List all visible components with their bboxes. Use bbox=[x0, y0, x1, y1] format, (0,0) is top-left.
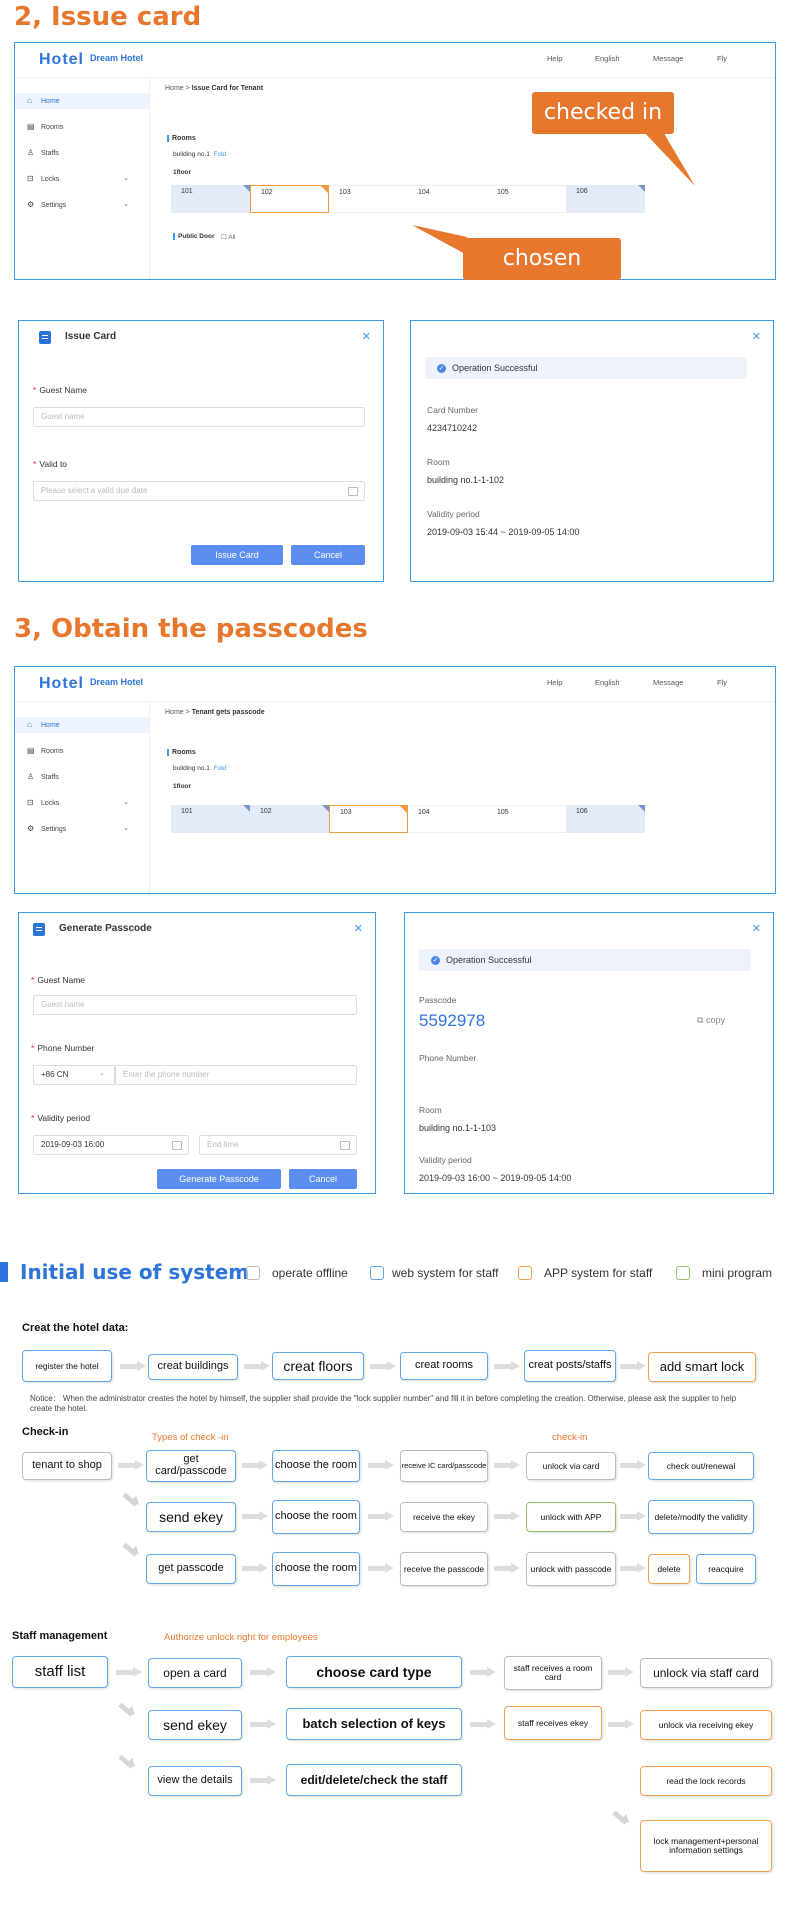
guest-name-label: * Guest Name bbox=[33, 385, 88, 395]
rooms-icon: ▤ bbox=[27, 746, 35, 755]
status-text: Operation Successful bbox=[446, 955, 532, 965]
room-status-marker bbox=[400, 806, 407, 813]
step-unlock-via-receiving-ekey: unlock via receiving ekey bbox=[640, 1710, 772, 1740]
step-staff-list: staff list bbox=[12, 1656, 108, 1688]
room-tile-104[interactable] bbox=[408, 185, 487, 213]
document-icon bbox=[39, 331, 51, 344]
copy-label: copy bbox=[705, 1015, 725, 1025]
valid-to-label: * Valid to bbox=[33, 459, 68, 469]
step-delete-modify-validity: delete/modify the validity bbox=[648, 1500, 754, 1534]
arrow bbox=[250, 1775, 276, 1785]
title-accent-bar bbox=[0, 1262, 8, 1282]
passcode-label: Passcode bbox=[419, 995, 457, 1005]
arrow bbox=[608, 1719, 634, 1729]
fold-toggle[interactable]: Fold bbox=[213, 151, 227, 158]
close-icon[interactable]: ✕ bbox=[361, 331, 371, 343]
step-check-out-renewal: check out/renewal bbox=[648, 1452, 754, 1480]
label-text: Validity period bbox=[37, 1113, 91, 1123]
flow-title: Initial use of system bbox=[20, 1260, 250, 1284]
room-number: 106 bbox=[576, 188, 588, 195]
step-reacquire: reacquire bbox=[696, 1554, 756, 1584]
dialog-title: Issue Card bbox=[65, 331, 117, 342]
calendar-icon bbox=[340, 1141, 350, 1150]
arrow bbox=[470, 1667, 496, 1677]
room-status-marker bbox=[321, 186, 328, 193]
settings-icon: ⚙ bbox=[27, 200, 35, 209]
room-number: 101 bbox=[181, 808, 193, 815]
callout-chosen: chosen bbox=[463, 238, 621, 280]
chevron-down-icon: ⌄ bbox=[99, 1070, 105, 1077]
breadcrumb-current: Tenant gets passcode bbox=[191, 709, 265, 716]
arrow bbox=[368, 1511, 394, 1521]
arrow bbox=[368, 1563, 394, 1573]
step-choose-card-type: choose card type bbox=[286, 1656, 462, 1688]
passcode-result-dialog bbox=[404, 912, 774, 1194]
step-receive-ekey: receive the ekey bbox=[400, 1502, 488, 1532]
step-open-card: open a card bbox=[148, 1658, 242, 1688]
staffs-icon: ♙ bbox=[27, 148, 35, 157]
arrow bbox=[620, 1460, 646, 1470]
sidebar-item-staffs[interactable] bbox=[27, 145, 137, 161]
document-icon bbox=[33, 923, 45, 936]
arrow bbox=[118, 1460, 144, 1470]
step-unlock-with-app: unlock with APP bbox=[526, 1502, 616, 1532]
calendar-icon bbox=[172, 1141, 182, 1150]
brand-name: Dream Hotel bbox=[90, 53, 144, 63]
arrow bbox=[620, 1361, 646, 1371]
room-tile-105[interactable] bbox=[487, 185, 566, 213]
validity-value: 2019-09-03 15:44 ~ 2019-09-05 14:00 bbox=[427, 527, 580, 537]
passcode-value: 5592978 bbox=[419, 1011, 486, 1030]
room-number: 105 bbox=[497, 809, 509, 816]
generate-passcode-button[interactable]: Generate Passcode bbox=[157, 1169, 281, 1189]
arrow bbox=[368, 1460, 394, 1470]
card-number-label: Card Number bbox=[427, 405, 479, 415]
sidebar-item-label: Locks bbox=[41, 176, 60, 183]
step-creat-posts-staffs: creat posts/staffs bbox=[524, 1350, 616, 1382]
dialog-title: Generate Passcode bbox=[59, 923, 152, 934]
arrow bbox=[242, 1563, 268, 1573]
nav-user[interactable]: Fly bbox=[717, 678, 727, 687]
brand-name: Dream Hotel bbox=[90, 677, 144, 687]
notice-text: Notice： When the administrator creates the hotel by himself, the supplier shall provide the "lock supplier number" and fill it in before completing the creation. Otherwise, please ask the supplier to help create the hotel. bbox=[30, 1394, 737, 1413]
arrow bbox=[494, 1563, 520, 1573]
sidebar-item-label: Staffs bbox=[41, 774, 59, 781]
sidebar-item-label: Settings bbox=[41, 826, 67, 833]
top-bar bbox=[15, 667, 775, 702]
calendar-icon bbox=[348, 487, 358, 496]
start-time-value: 2019-09-03 16:00 bbox=[41, 1140, 105, 1149]
checkin-label: check-in bbox=[552, 1432, 588, 1443]
step-register-hotel: register the hotel bbox=[22, 1350, 112, 1382]
step-send-ekey: send ekey bbox=[148, 1710, 242, 1740]
room-tile-101[interactable] bbox=[171, 805, 250, 833]
legend-swatch-web bbox=[370, 1266, 384, 1280]
sidebar-item-home[interactable] bbox=[15, 93, 149, 109]
building-selector[interactable] bbox=[173, 765, 226, 772]
step-edit-delete-check-staff: edit/delete/check the staff bbox=[286, 1764, 462, 1796]
room-number: 103 bbox=[340, 809, 352, 816]
cancel-button[interactable]: Cancel bbox=[289, 1169, 357, 1189]
nav-language[interactable]: English bbox=[595, 54, 620, 63]
phone-number-label: * Phone Number bbox=[31, 1043, 95, 1053]
arrow bbox=[494, 1460, 520, 1470]
step-creat-buildings: creat buildings bbox=[148, 1354, 238, 1380]
nav-message[interactable]: Message bbox=[653, 678, 684, 687]
arrow-diagonal bbox=[122, 1540, 142, 1556]
start-time-input[interactable] bbox=[33, 1135, 189, 1155]
step-batch-selection-keys: batch selection of keys bbox=[286, 1708, 462, 1740]
locks-icon: ⊡ bbox=[27, 798, 34, 807]
legend-app: APP system for staff bbox=[544, 1266, 653, 1280]
legend-swatch-mini bbox=[676, 1266, 690, 1280]
close-icon[interactable]: ✕ bbox=[353, 923, 363, 935]
floor-label: 1floor bbox=[173, 783, 192, 790]
room-grid bbox=[171, 185, 645, 213]
status-text: Operation Successful bbox=[452, 363, 538, 373]
room-tile-106[interactable] bbox=[566, 185, 645, 213]
step-read-lock-records: read the lock records bbox=[640, 1766, 772, 1796]
checkin-title: Check-in bbox=[22, 1426, 69, 1438]
room-number: 104 bbox=[418, 809, 430, 816]
arrow bbox=[620, 1563, 646, 1573]
label-text: Valid to bbox=[39, 459, 68, 469]
step-creat-rooms: creat rooms bbox=[400, 1352, 488, 1380]
arrow bbox=[250, 1667, 276, 1677]
check-icon: ✓ bbox=[438, 365, 445, 373]
step-receive-passcode: receive the passcode bbox=[400, 1552, 488, 1586]
nav-help[interactable]: Help bbox=[547, 54, 563, 63]
room-label: Room bbox=[419, 1105, 442, 1115]
issue-card-button[interactable]: Issue Card bbox=[191, 545, 283, 565]
room-tile-102[interactable] bbox=[250, 185, 329, 213]
country-code-select[interactable]: +86 CN bbox=[33, 1065, 115, 1085]
arrow bbox=[242, 1460, 268, 1470]
step-creat-floors: creat floors bbox=[272, 1352, 364, 1380]
sidebar-item-rooms[interactable] bbox=[27, 119, 137, 135]
arrow bbox=[116, 1667, 142, 1677]
guest-name-label: * Guest Name bbox=[31, 975, 86, 985]
section-title-issue-card: 2, Issue card bbox=[14, 2, 202, 32]
legend-web: web system for staff bbox=[392, 1266, 499, 1280]
phone-number-label: Phone Number bbox=[419, 1053, 477, 1063]
room-number: 106 bbox=[576, 808, 588, 815]
nav-message[interactable]: Message bbox=[653, 54, 684, 63]
arrow bbox=[244, 1361, 270, 1371]
nav-help[interactable]: Help bbox=[547, 678, 563, 687]
fold-toggle[interactable]: Fold bbox=[213, 765, 227, 772]
label-text: Phone Number bbox=[37, 1043, 95, 1053]
legend-swatch-app bbox=[518, 1266, 532, 1280]
room-status-marker bbox=[243, 805, 250, 812]
home-icon: ⌂ bbox=[27, 96, 32, 105]
step-get-passcode: get passcode bbox=[146, 1554, 236, 1584]
room-grid bbox=[171, 805, 645, 833]
step-choose-room: choose the room bbox=[272, 1450, 360, 1482]
room-number: 102 bbox=[260, 808, 272, 815]
home-icon: ⌂ bbox=[27, 720, 32, 729]
sidebar-item-locks[interactable] bbox=[27, 171, 137, 187]
locks-icon: ⊡ bbox=[27, 174, 34, 183]
public-door-label: Public Door bbox=[173, 233, 214, 240]
top-bar bbox=[15, 43, 775, 78]
check-icon: ✓ bbox=[432, 957, 439, 965]
breadcrumb-home[interactable]: Home bbox=[165, 85, 184, 92]
staffs-icon: ♙ bbox=[27, 772, 35, 781]
validity-label: Validity period bbox=[419, 1155, 472, 1165]
sidebar-item-label: Rooms bbox=[41, 748, 64, 755]
room-number: 105 bbox=[497, 189, 509, 196]
success-banner bbox=[419, 949, 751, 971]
step-send-ekey: send ekey bbox=[146, 1502, 236, 1532]
room-number: 104 bbox=[418, 189, 430, 196]
card-number-value: 4234710242 bbox=[427, 423, 478, 433]
sidebar-item-rooms[interactable] bbox=[27, 743, 137, 759]
copy-icon: ⧉ bbox=[697, 1015, 704, 1025]
room-tile-103[interactable] bbox=[329, 185, 408, 213]
room-tile-103[interactable] bbox=[329, 805, 408, 833]
checkbox-label: All bbox=[228, 234, 236, 241]
room-status-marker bbox=[638, 805, 645, 812]
room-value: building no.1-1-102 bbox=[427, 475, 505, 485]
nav-user[interactable]: Fly bbox=[717, 54, 727, 63]
phone-number-input[interactable]: Enter the phone number bbox=[115, 1065, 357, 1085]
step-lock-management-settings: lock management+personal information settings bbox=[640, 1820, 772, 1872]
sidebar-item-label: Home bbox=[41, 722, 60, 729]
arrow-diagonal bbox=[118, 1700, 138, 1716]
breadcrumb-separator: > bbox=[185, 85, 190, 92]
step-choose-room: choose the room bbox=[272, 1552, 360, 1586]
sidebar-item-label: Rooms bbox=[41, 124, 64, 131]
arrow bbox=[620, 1511, 646, 1521]
step-choose-room: choose the room bbox=[272, 1500, 360, 1534]
step-unlock-via-card: unlock via card bbox=[526, 1452, 616, 1480]
validity-value: 2019-09-03 16:00 ~ 2019-09-05 14:00 bbox=[419, 1173, 572, 1183]
sidebar bbox=[15, 77, 150, 279]
logo: Hotel bbox=[39, 51, 84, 68]
chevron-down-icon: ⌄ bbox=[123, 201, 129, 208]
legend-offline: operate offline bbox=[272, 1266, 348, 1280]
settings-icon: ⚙ bbox=[27, 824, 35, 833]
building-name: building no.1 bbox=[173, 151, 210, 158]
rooms-icon: ▤ bbox=[27, 122, 35, 131]
breadcrumb bbox=[165, 85, 263, 92]
legend-swatch-offline bbox=[246, 1266, 260, 1280]
arrow-diagonal bbox=[122, 1490, 142, 1506]
step-unlock-with-passcode: unlock with passcode bbox=[526, 1552, 616, 1586]
arrow bbox=[250, 1719, 276, 1729]
sidebar-item-locks[interactable] bbox=[27, 795, 137, 811]
room-label: Room bbox=[427, 457, 450, 467]
logo: Hotel bbox=[39, 675, 84, 692]
room-number: 102 bbox=[261, 189, 273, 196]
label-text: Guest Name bbox=[37, 975, 86, 985]
copy-button[interactable] bbox=[697, 1015, 725, 1026]
step-view-details: view the details bbox=[148, 1766, 242, 1796]
room-tile-102[interactable] bbox=[250, 805, 329, 833]
sidebar-item-staffs[interactable] bbox=[27, 769, 137, 785]
close-icon[interactable]: ✕ bbox=[751, 923, 761, 935]
callout-checked-in: checked in bbox=[532, 92, 674, 134]
cancel-button[interactable]: Cancel bbox=[291, 545, 365, 565]
arrow bbox=[494, 1361, 520, 1371]
sidebar-item-label: Settings bbox=[41, 202, 67, 209]
room-number: 103 bbox=[339, 189, 351, 196]
app-window-passcode bbox=[14, 666, 776, 894]
placeholder-text: End time bbox=[207, 1140, 239, 1149]
chevron-down-icon: ⌄ bbox=[123, 175, 129, 182]
issue-card-result-dialog bbox=[410, 320, 774, 582]
generate-passcode-dialog bbox=[18, 912, 376, 1194]
placeholder-text: Please select a valid due date bbox=[41, 486, 148, 495]
room-value: building no.1-1-103 bbox=[419, 1123, 497, 1133]
building-name: building no.1 bbox=[173, 765, 210, 772]
hotel-data-title: Creat the hotel data: bbox=[22, 1322, 129, 1334]
arrow bbox=[608, 1667, 634, 1677]
step-staff-receives-ekey: staff receives ekey bbox=[504, 1706, 602, 1740]
valid-to-input[interactable] bbox=[33, 481, 365, 501]
arrow bbox=[494, 1511, 520, 1521]
breadcrumb-home[interactable]: Home bbox=[165, 709, 184, 716]
issue-card-dialog bbox=[18, 320, 384, 582]
room-status-marker bbox=[243, 185, 250, 192]
arrow bbox=[120, 1361, 146, 1371]
step-unlock-via-staff-card: unlock via staff card bbox=[640, 1658, 772, 1688]
close-icon[interactable]: ✕ bbox=[751, 331, 761, 343]
step-delete: delete bbox=[648, 1554, 690, 1584]
sidebar-item-settings[interactable] bbox=[27, 197, 137, 213]
sidebar-item-label: Home bbox=[41, 98, 60, 105]
sidebar-item-label: Staffs bbox=[41, 150, 59, 157]
types-of-checkin-label: Types of check -in bbox=[152, 1432, 229, 1443]
section-title-obtain-passcodes: 3, Obtain the passcodes bbox=[14, 614, 368, 644]
validity-period-label: * Validity period bbox=[31, 1113, 91, 1123]
staff-management-title: Staff management bbox=[12, 1630, 108, 1642]
room-status-marker bbox=[322, 805, 329, 812]
room-tile-105[interactable] bbox=[487, 805, 566, 833]
sidebar-item-label: Locks bbox=[41, 800, 60, 807]
rooms-title: Rooms bbox=[167, 749, 196, 756]
arrow-diagonal bbox=[612, 1808, 632, 1824]
arrow-diagonal bbox=[118, 1752, 138, 1768]
step-receive-ic-card: receive IC card/passcode bbox=[400, 1450, 488, 1482]
label-text: Guest Name bbox=[39, 385, 88, 395]
chevron-down-icon: ⌄ bbox=[123, 825, 129, 832]
nav-language[interactable]: English bbox=[595, 678, 620, 687]
sidebar-item-home[interactable] bbox=[15, 717, 149, 733]
room-tile-101[interactable] bbox=[171, 185, 250, 213]
end-time-input[interactable] bbox=[199, 1135, 357, 1155]
room-tile-106[interactable] bbox=[566, 805, 645, 833]
step-add-smart-lock: add smart lock bbox=[648, 1352, 756, 1382]
breadcrumb-separator: > bbox=[185, 709, 190, 716]
step-staff-receives-room-card: staff receives a room card bbox=[504, 1656, 602, 1690]
breadcrumb-current: Issue Card for Tenant bbox=[191, 85, 264, 92]
room-tile-104[interactable] bbox=[408, 805, 487, 833]
guest-name-input[interactable]: Guest name bbox=[33, 407, 365, 427]
arrow bbox=[470, 1719, 496, 1729]
authorize-label: Authorize unlock right for employees bbox=[164, 1632, 318, 1643]
arrow bbox=[242, 1511, 268, 1521]
arrow bbox=[370, 1361, 396, 1371]
validity-label: Validity period bbox=[427, 509, 480, 519]
public-door-all-checkbox[interactable]: ☐ All bbox=[221, 234, 236, 241]
step-tenant-to-shop: tenant to shop bbox=[22, 1452, 112, 1480]
chevron-down-icon: ⌄ bbox=[123, 799, 129, 806]
step-get-card-passcode: get card/passcode bbox=[146, 1450, 236, 1482]
building-selector[interactable] bbox=[173, 151, 226, 158]
guest-name-input[interactable]: Guest name bbox=[33, 995, 357, 1015]
callout-pointer-chosen bbox=[412, 225, 472, 265]
rooms-title: Rooms bbox=[167, 135, 196, 142]
legend-mini: mini program bbox=[702, 1266, 773, 1280]
sidebar bbox=[15, 701, 150, 893]
breadcrumb bbox=[165, 709, 265, 716]
success-banner bbox=[425, 357, 747, 379]
floor-label: 1floor bbox=[173, 169, 192, 176]
callout-pointer-checked-in bbox=[640, 130, 700, 190]
room-number: 101 bbox=[181, 188, 193, 195]
sidebar-item-settings[interactable] bbox=[27, 821, 137, 837]
